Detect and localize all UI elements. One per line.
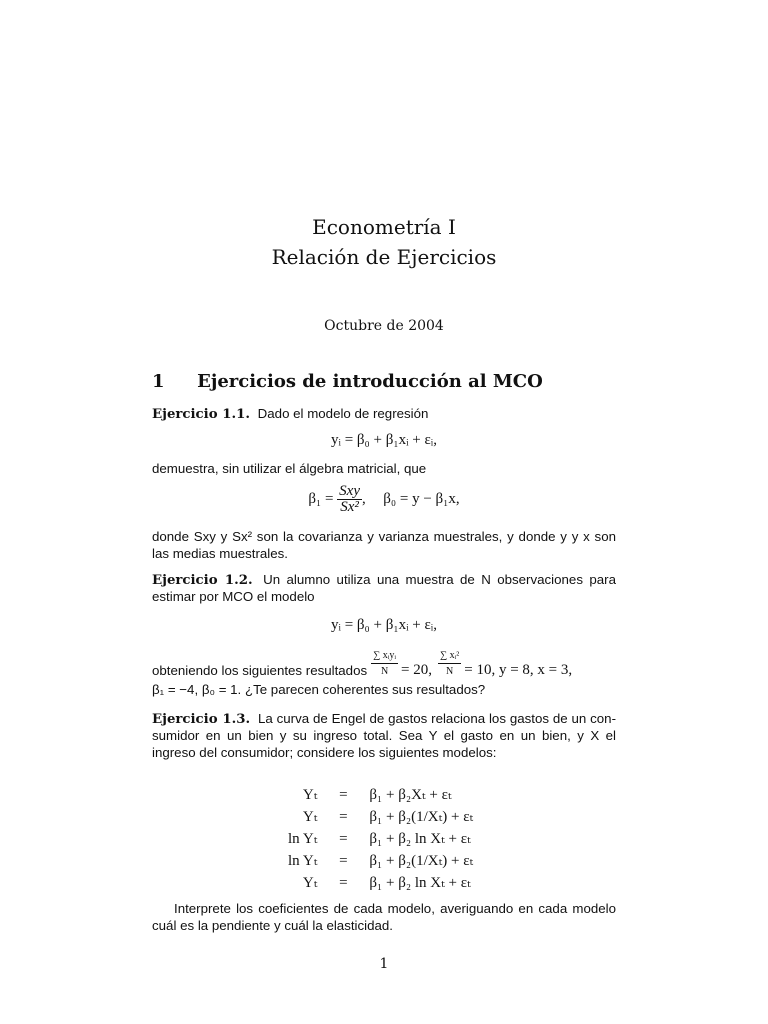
results-prefix: obteniendo los siguientes resultados bbox=[152, 663, 368, 678]
equation-rhs: β₁ + β₂(1/Xₜ) + εₜ bbox=[369, 853, 474, 869]
text-line: Interprete los coeficientes de cada modelo, averiguando en cada modelo bbox=[174, 901, 616, 916]
exercise-text: Un alumno utiliza una muestra de N observaciones para bbox=[263, 572, 616, 587]
fraction-denominator: N bbox=[380, 666, 389, 677]
equation-array bbox=[282, 784, 479, 894]
text-line: las medias muestrales. bbox=[152, 546, 288, 561]
section-title: Ejercicios de introducción al MCO bbox=[197, 371, 543, 392]
equation-rhs: β₁ + β₂ ln Xₜ + εₜ bbox=[369, 831, 471, 847]
equation-rows bbox=[282, 784, 479, 894]
text-line bbox=[152, 571, 616, 588]
text-line: cuál es la pendiente y cuál la elasticidad. bbox=[152, 918, 393, 933]
exercise-text: Dado el modelo de regresión bbox=[257, 406, 429, 421]
exercise-text: La curva de Engel de gastos relaciona los gastos de un con- bbox=[257, 711, 616, 726]
exercise-1-1-intro bbox=[152, 405, 616, 423]
document-date: Octubre de 2004 bbox=[324, 318, 444, 334]
exercise-1-2-results bbox=[152, 643, 616, 698]
equals-sign: = bbox=[339, 853, 348, 869]
fraction-denominator: N bbox=[446, 666, 454, 677]
beta1-lhs: β₁ = bbox=[308, 490, 334, 507]
equation-row bbox=[282, 850, 479, 872]
exercise-label: Ejercicio 1.1. bbox=[152, 407, 250, 422]
equals-sign: = bbox=[339, 809, 348, 825]
exercise-1-3-intro bbox=[152, 710, 616, 761]
mean-product-fraction bbox=[371, 648, 398, 679]
title-line-2: Relación de Ejercicios bbox=[271, 245, 497, 269]
exercise-1-2-intro bbox=[152, 571, 616, 605]
equation-lhs: ln Yₜ bbox=[288, 853, 318, 869]
fraction-numerator: ∑ xᵢyᵢ bbox=[371, 648, 398, 664]
text-line: estimar por MCO el modelo bbox=[152, 589, 315, 604]
equals-sign: = bbox=[339, 787, 348, 803]
equals-sign: = bbox=[339, 875, 348, 891]
equation-lhs: Yₜ bbox=[302, 875, 318, 891]
text-line bbox=[152, 710, 616, 727]
fraction-numerator: Sxy bbox=[339, 483, 360, 499]
text-line: ingreso del consumidor; considere los siguientes modelos: bbox=[152, 745, 497, 760]
equals-sign: = bbox=[339, 831, 348, 847]
equation-row bbox=[282, 872, 479, 894]
section-heading bbox=[152, 371, 543, 392]
equation-rhs: β₁ + β₂Xₜ + εₜ bbox=[369, 787, 452, 803]
estimator-formulas: β₁ = $\frac{\text{Sxy}}{\text{Sx²}}$ , β₀ = y − β₁x, bbox=[308, 483, 460, 515]
equation-rhs: β₁ + β₂(1/Xₜ) + εₜ bbox=[369, 809, 474, 825]
beta0-formula: β₀ = y − β₁x, bbox=[383, 490, 460, 507]
text-line: donde Sxy y Sx² son la covarianza y varianza muestrales, y donde y y x son bbox=[152, 529, 616, 544]
equation-row bbox=[282, 806, 479, 828]
fraction-numerator: ∑ xᵢ² bbox=[438, 648, 461, 664]
regression-model-equation: yᵢ = β₀ + β₁xᵢ + εᵢ, bbox=[330, 432, 437, 448]
section-number: 1 bbox=[152, 371, 165, 392]
results-line bbox=[152, 643, 616, 679]
exercise-label: Ejercicio 1.3. bbox=[152, 712, 251, 727]
exercise-1-3-instructions bbox=[152, 900, 616, 934]
equation-lhs: ln Yₜ bbox=[288, 831, 318, 847]
text-line: β₁ = −4, β₀ = 1. ¿Te parecen coherentes sus resultados? bbox=[152, 682, 486, 697]
engel-models-equations bbox=[282, 784, 479, 894]
equation-lhs: Yₜ bbox=[302, 787, 318, 803]
exercise-1-1-definitions bbox=[152, 528, 616, 562]
equation-row bbox=[282, 784, 479, 806]
regression-model-equation: yᵢ = β₀ + β₁xᵢ + εᵢ, bbox=[330, 617, 437, 633]
text-line: sumidor en un bien y su ingreso total. Sea Y el gasto en un bien, y X el bbox=[152, 728, 616, 743]
title-line-1: Econometría I bbox=[312, 215, 456, 239]
fraction-value: = 10, y = 8, x = 3, bbox=[464, 662, 573, 678]
equation-row bbox=[282, 828, 479, 850]
fraction-denominator: Sx² bbox=[340, 499, 359, 515]
exercise-1-1-text: demuestra, sin utilizar el álgebra matricial, que bbox=[152, 461, 427, 476]
mean-square-fraction bbox=[438, 648, 461, 679]
equation-lhs: Yₜ bbox=[302, 809, 318, 825]
equation-rhs: β₁ + β₂ ln Xₜ + εₜ bbox=[369, 875, 471, 891]
exercise-label: Ejercicio 1.2. bbox=[152, 573, 253, 588]
page-number: 1 bbox=[379, 956, 389, 972]
covariance-over-variance-fraction bbox=[337, 484, 362, 515]
document-title bbox=[0, 212, 768, 272]
fraction-value: = 20, bbox=[401, 662, 432, 678]
